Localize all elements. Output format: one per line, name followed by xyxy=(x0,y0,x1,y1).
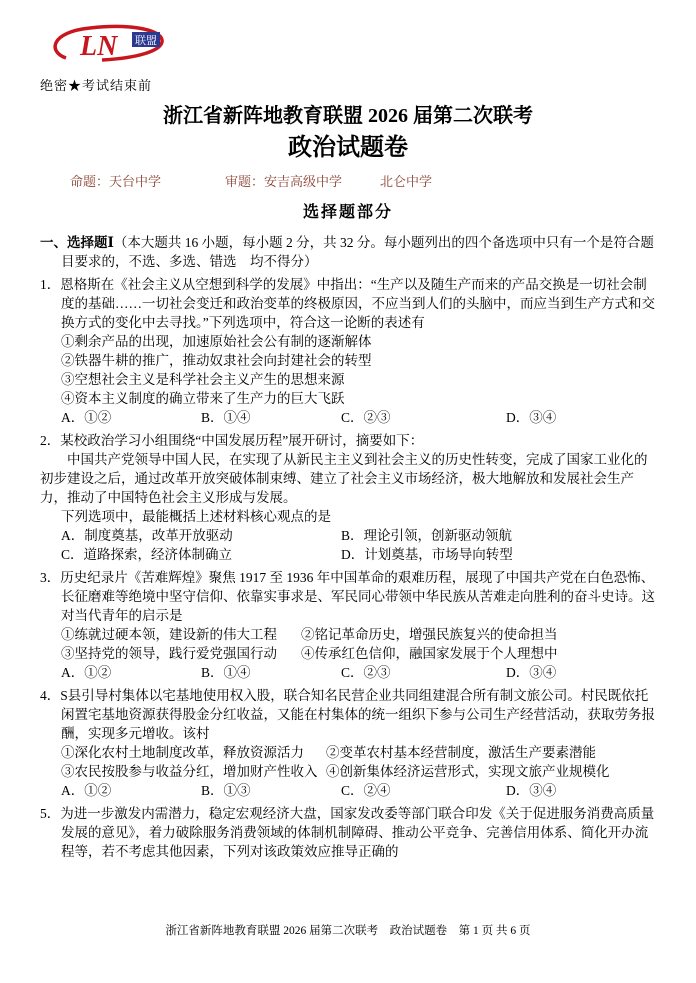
logo-letters: LN xyxy=(80,31,118,62)
choice-c: C．②③ xyxy=(341,665,391,680)
choice-a: A．①② xyxy=(61,665,112,680)
question-3-items xyxy=(40,625,656,663)
option-item: ③坚持党的领导，践行爱党强国行动 xyxy=(61,646,277,661)
option-item: ②变革农村基本经营制度，激活生产要素潜能 xyxy=(326,745,596,760)
option-item: ②铁器牛耕的推广，推动奴隶社会向封建社会的转型 xyxy=(61,353,372,368)
instructions-body: （本大题共 16 小题，每小题 2 分，共 32 分。每小题列出的四个备选项中只有一个是符合题目要求的，不选、多选、错选 均不得分） xyxy=(61,235,654,269)
reviewer-label: 审题：安吉高级中学 xyxy=(225,174,343,189)
alliance-logo xyxy=(40,18,656,70)
choice-d: D．③④ xyxy=(506,783,557,798)
option-item: ④传承红色信仰，融国家发展于个人理想中 xyxy=(301,646,558,661)
choice-d: D．计划奠基，市场导向转型 xyxy=(341,547,513,562)
question-1-choices xyxy=(40,408,656,427)
option-item: ①深化农村土地制度改革，释放资源活力 xyxy=(61,745,304,760)
question-1 xyxy=(40,275,656,427)
choice-a: A．①② xyxy=(61,783,112,798)
question-number: 3． xyxy=(40,570,61,585)
reviewer2-label: 北仑中学 xyxy=(380,174,433,189)
exam-title: 浙江省新阵地教育联盟 2026 届第二次联考 xyxy=(163,105,533,127)
option-item: ②铭记革命历史，增强民族复兴的使命担当 xyxy=(301,627,558,642)
section-instructions xyxy=(40,233,656,271)
question-number: 1． xyxy=(40,277,61,292)
question-4 xyxy=(40,686,656,800)
question-1-stem: 1．恩格斯在《社会主义从空想到科学的发展》中指出：“生产以及随生产而来的产品交换是一切社会制度的基础……一切社会变迁和政治变革的终极原因，不应当到人们的头脑中，而应当到生产方式和交换方式的变化中去寻找。”下列选项中，符合这一论断的表述有 xyxy=(40,277,655,330)
question-2-followup: 下列选项中，最能概括上述材料核心观点的是 xyxy=(61,509,331,524)
question-3 xyxy=(40,568,656,682)
question-4-choices xyxy=(40,781,656,800)
question-2 xyxy=(40,431,656,564)
choice-c: C．②④ xyxy=(341,783,391,798)
option-item: ③空想社会主义是科学社会主义产生的思想来源 xyxy=(61,372,345,387)
question-3-choices xyxy=(40,663,656,682)
instructions-heading: 一、选择题Ⅰ xyxy=(40,235,114,250)
logo-graphic xyxy=(40,18,185,70)
choice-d: D．③④ xyxy=(506,410,557,425)
question-3-stem: 3．历史纪录片《苦难辉煌》聚焦 1917 至 1936 年中国革命的艰难历程，展现了中国共产党在白色恐怖、长征磨难等绝境中坚守信仰、依靠实事求是、军民同心带领中华民族从苦难走向胜利的奋斗史诗。这对当代青年的启示是 xyxy=(40,570,655,623)
question-4-items xyxy=(40,743,656,781)
question-number: 4． xyxy=(40,688,61,703)
choice-c: C．道路探索，经济体制确立 xyxy=(61,547,233,562)
question-5-stem: 5．为进一步激发内需潜力，稳定宏观经济大盘，国家发改委等部门联合印发《关于促进服务消费高质量发展的意见》，着力破除服务消费领域的体制机制障碍、推动公平竞争、完善信用体系、简化开办流程等，若不考虑其他因素，下列对该政策效应推导正确的 xyxy=(40,806,655,859)
question-5 xyxy=(40,804,656,861)
section-heading: 选择题部分 xyxy=(302,204,393,221)
question-2-material: 中国共产党领导中国人民，在实现了从新民主主义到社会主义的历史性转变，完成了国家工业化的初步建设之后，通过改革开放突破体制束缚、建立了社会主义市场经济，极大地解放和发展社会生产力，推动了中国特色社会主义形成与发展。 xyxy=(40,452,648,505)
choice-b: B．理论引领，创新驱动领航 xyxy=(341,528,513,543)
option-item: ③农民按股参与收益分红，增加财产性收入 xyxy=(61,764,318,779)
question-number: 2． xyxy=(40,433,61,448)
choice-d: D．③④ xyxy=(506,665,557,680)
question-4-stem: 4．S县引导村集体以宅基地使用权入股，联合知名民营企业共同组建混合所有制文旅公司。村民既依托闲置宅基地资源获得股金分红收益，又能在村集体的统一组织下参与公司生产经营活动，获取劳务报酬，实现多元增收。该村 xyxy=(40,688,655,741)
option-item: ④资本主义制度的确立带来了生产力的巨大飞跃 xyxy=(61,391,345,406)
paper-title: 政治试题卷 xyxy=(288,135,408,161)
choice-b: B．①④ xyxy=(201,410,251,425)
choice-b: B．①③ xyxy=(201,783,251,798)
authors-line xyxy=(40,172,656,191)
setter-label: 命题：天台中学 xyxy=(70,174,162,189)
option-item: ①练就过硬本领，建设新的伟大工程 xyxy=(61,627,277,642)
question-2-stem: 2．某校政治学习小组围绕“中国发展历程”展开研讨，摘要如下： xyxy=(40,433,424,448)
choice-a: A．制度奠基，改革开放驱动 xyxy=(61,528,233,543)
option-item: ④创新集体经济运营形式，实现文旅产业规模化 xyxy=(326,764,610,779)
classification-label: 绝密★考试结束前 xyxy=(40,78,153,93)
logo-badge-text: 联盟 xyxy=(135,35,157,47)
option-item: ①剩余产品的出现，加速原始社会公有制的逐渐解体 xyxy=(61,334,372,349)
question-2-choices xyxy=(40,526,656,564)
choice-b: B．①④ xyxy=(201,665,251,680)
page-footer: 浙江省新阵地教育联盟 2026 届第二次联考 政治试题卷 第 1 页 共 6 页 xyxy=(165,925,531,937)
choice-c: C．②③ xyxy=(341,410,391,425)
choice-a: A．①② xyxy=(61,410,112,425)
question-number: 5． xyxy=(40,806,61,821)
